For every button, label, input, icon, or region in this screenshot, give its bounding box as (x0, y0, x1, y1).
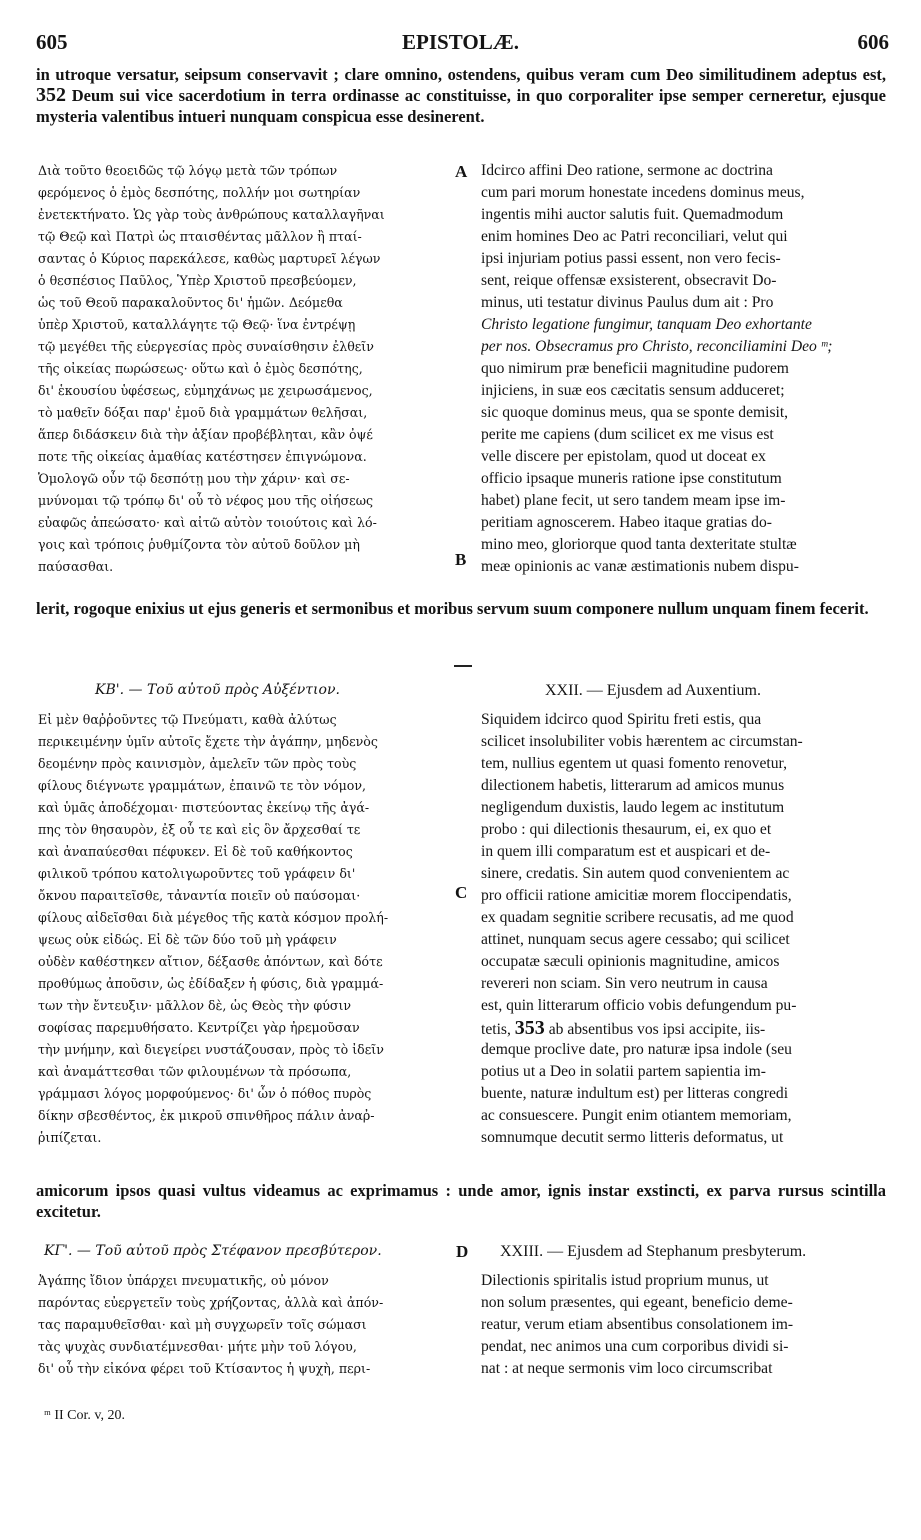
greek-line: δι' ἑκουσίου ὑφέσεως, εὐμηχάνως με χειρωσάμενος, (38, 383, 373, 398)
latin-line: scilicet insolubiliter vobis hærentem ac circumstan- (481, 733, 803, 750)
margin-letter-a: A (455, 162, 468, 181)
greek-line: των τὴν ἔντευξιν· μᾶλλον δὲ, ὡς Θεὸς τὴν φύσιν (38, 998, 352, 1013)
latin-line: perite me capiens (dum scilicet ex me visus est (481, 426, 774, 443)
section3-latin-column (481, 1270, 891, 1380)
section1-latin-column (481, 160, 891, 578)
latin-line: cum pari morum honestate incedens dominus meus, (481, 184, 805, 201)
latin-line: Christo legatione fungimur, tanquam Deo exhortante (481, 316, 812, 333)
margin-letter-b: B (455, 550, 467, 569)
latin-line: non solum præsentes, qui egeant, beneficio deme- (481, 1294, 793, 1311)
latin-line: pro officii ratione amicitiæ morem floccipendatis, (481, 887, 792, 904)
latin-line: ac consuescere. Pungit enim otiantem memoriam, (481, 1107, 792, 1124)
latin-line: enim homines Deo ac Patri reconciliari, velut qui (481, 228, 788, 245)
section3-latin-title: XXIII. — Ejusdem ad Stephanum presbyterum. (500, 1243, 807, 1260)
latin-line: nat : at neque sermonis vim loco circumscribat (481, 1360, 773, 1377)
margin-letter-c: C (455, 883, 468, 902)
footnote: ᵐ II Cor. v, 20. (44, 1408, 125, 1423)
greek-line: παρόντας εὐεργετεῖν τοὺς χρήζοντας, ἀλλὰ καὶ ἀπόν- (38, 1295, 384, 1310)
greek-line: ἅπερ διδάσκειν διὰ τὴν ἀξίαν προβέβληται, κἂν ὀψέ (38, 427, 373, 442)
section3-greek-column (38, 1270, 456, 1380)
greek-line: παύσασθαι. (38, 559, 114, 574)
intro-text-start: in utroque versatur, seipsum conservavit ; clare omnino, ostendens, quibus veram cum Deo similitudinem adeptus est, (36, 65, 886, 84)
greek-line: καὶ ἀναπαύεσθαι πέφυκεν. Εἰ δὲ τοῦ καθήκοντος (38, 844, 353, 859)
latin-line: in quem illi comparatum est et auspicari et de- (481, 843, 771, 860)
latin-line: potius ut a Deo in solatii partem sapientia im- (481, 1063, 766, 1080)
latin-line: Idcirco affini Deo ratione, sermone ac doctrina (481, 162, 773, 179)
greek-line: φίλους αἰδεῖσθαι διὰ μέγεθος τῆς κατὰ κόσμον προλή- (38, 910, 389, 925)
page-marker-352: 352 (36, 84, 66, 106)
latin-line-with-marker (481, 1017, 891, 1039)
greek-line: ὁ θεσπέσιος Παῦλος, Ὑπὲρ Χριστοῦ πρεσβεύομεν, (38, 273, 357, 288)
greek-line: Διὰ τοῦτο θεοειδῶς τῷ λόγῳ μετὰ τῶν τρόπων (38, 163, 338, 178)
left-page-number: 605 (36, 30, 68, 54)
latin-line: pendat, nec animos una cum corporibus dividi si- (481, 1338, 789, 1355)
greek-line: καὶ ἀναμάττεσθαι τῶν φιλουμένων τὰ πρόσωπα, (38, 1064, 352, 1079)
latin-line: quo nimirum præ beneficii magnitudine pudorem (481, 360, 789, 377)
greek-line: ἐνετεκτήνατο. Ὡς γὰρ τοὺς ἀνθρώπους καταλλαγῆναι (38, 207, 385, 222)
latin-line: tem, nullius egentem ut quasi fomento renovetur, (481, 755, 787, 772)
latin-line: probo : qui dilectionis thesaurum, ei, ex quo et (481, 821, 772, 838)
latin-line: reatur, verum etiam absentibus consolationem im- (481, 1316, 794, 1333)
greek-line: δίκην σβεσθέντος, ἐκ μικροῦ σπινθῆρος πάλιν ἀναῤ- (38, 1108, 375, 1123)
section1-continuation: lerit, rogoque enixius ut ejus generis et sermonibus et moribus servum suum componere nullum unquam finem fecerit. (36, 599, 869, 618)
latin-line: demque proclive date, pro naturæ ipsa indole (seu (481, 1041, 792, 1058)
latin-line: sinere, credatis. Sin autem quod convenientem ac (481, 865, 790, 882)
section2-latin-title: XXII. — Ejusdem ad Auxentium. (545, 682, 761, 699)
greek-line: τὰς ψυχὰς συνδιατέμνεσθαι· μήτε μὴν τοῦ λόγου, (38, 1339, 357, 1354)
greek-line: μνύνομαι τῷ τρόπῳ δι' οὗ τὸ νέφος μου τῆς οἰήσεως (38, 493, 374, 508)
greek-line: δι' οὗ τὴν εἰκόνα φέρει τοῦ Κτίσαντος ἡ ψυχὴ, περι- (38, 1361, 371, 1376)
latin-text: tetis, (481, 1021, 511, 1038)
latin-line: Siquidem idcirco quod Spiritu freti estis, qua (481, 711, 762, 728)
latin-line: velle discere per epistolam, quod ut doceat ex (481, 448, 766, 465)
greek-line: σοφίσας παρεμυθήσατο. Κεντρίζει γὰρ ἠρεμοῦσαν (38, 1020, 360, 1035)
greek-line: περικειμένην ὑμῖν αὐτοῖς ἔχετε τὴν ἀγάπην, μηδενὸς (38, 734, 378, 749)
greek-line: ποτε τῆς οἰκείας ἀμαθίας κατέστησεν ἐπιγνώμονα. (38, 449, 367, 464)
latin-line: occupatæ sæculi opinionis magnitudine, amicos (481, 953, 780, 970)
greek-line: τὸ μαθεῖν δόξαι παρ' ἐμοῦ διὰ γραμμάτων θελῆσαι, (38, 405, 368, 420)
latin-line: sic quoque dominus meus, qua se sponte demisit, (481, 404, 789, 421)
latin-line: per nos. Obsecramus pro Christo, reconciliamini Deo ᵐ; (481, 338, 833, 355)
greek-line: ὄκνου παραιτεῖσθε, τἀναντία ποιεῖν οὐ παύσομαι· (38, 888, 361, 903)
intro-text-end: Deum sui vice sacerdotium in terra ordinasse ac constituisse, in quo corporaliter ipse semper cerneretur, ejusque mysteria valentibus intueri nunquam conspicua esse desinerent. (36, 86, 887, 126)
greek-line: τὴν μνήμην, καὶ διεγείρει νυστάζουσαν, πρὸς τὸ ἰδεῖν (38, 1042, 384, 1057)
latin-line: ipsi injuriam potius passi essent, non vero fecis- (481, 250, 781, 267)
latin-line: negligendum duxistis, laudo legem ac institutum (481, 799, 785, 816)
greek-line: σαντας ὁ Κύριος παρεκάλεσε, καθὼς μαρτυρεῖ λέγων (38, 251, 381, 266)
section2-latin-column (481, 709, 891, 1149)
section2-greek-title: ΚΒ'. — Τοῦ αὐτοῦ πρὸς Αὐξέντιον. (95, 682, 340, 698)
latin-line: revereri non sciam. Sin vero neutrum in causa (481, 975, 768, 992)
greek-line: Ὁμολογῶ οὖν τῷ δεσπότῃ μου τὴν χάριν· καὶ σε- (38, 471, 350, 486)
section1-greek-column (38, 160, 456, 578)
section3-greek-title: ΚΓ'. — Τοῦ αὐτοῦ πρὸς Στέφανον πρεσβύτερον. (44, 1243, 382, 1259)
latin-line: attinet, nunquam secus agere cessabo; qui scilicet (481, 931, 790, 948)
greek-line: Ἀγάπης ἴδιον ὑπάρχει πνευματικῆς, οὐ μόνον (38, 1273, 329, 1288)
greek-line: οὐδὲν καθέστηκεν αἴτιον, δέξασθε ἀπόντων, καὶ δότε (38, 954, 383, 969)
greek-line: ῥιπίζεται. (38, 1130, 102, 1145)
greek-line: καὶ ὑμᾶς ἀποδέχομαι· πιστεύοντας ἐκείνῳ τῆς ἀγά- (38, 800, 370, 815)
latin-line: sent, reique offensæ exsisterent, obsecravit Do- (481, 272, 777, 289)
latin-line: est, quin litterarum officio vobis defungendum pu- (481, 997, 797, 1014)
latin-line: minus, uti testatur divinus Paulus dum ait : Pro (481, 294, 774, 311)
latin-text: ab absentibus vos ipsi accipite, iis- (548, 1021, 766, 1038)
margin-letter-d: D (456, 1242, 469, 1261)
greek-line: προθύμως ἀποῦσιν, ὡς ἐδίδαξεν ἡ φύσις, διὰ γραμμά- (38, 976, 384, 991)
latin-line: injiciens, in suæ eos cæcitatis sensum adduceret; (481, 382, 785, 399)
greek-line: τῆς οἰκείας πωρώσεως· οὕτω καὶ ὁ ἐμὸς δεσπότης, (38, 361, 363, 376)
page-marker-353: 353 (514, 1017, 545, 1039)
greek-line: τας παραμυθεῖσθαι· καὶ μὴ συγχωρεῖν τοῖς σώμασι (38, 1317, 367, 1332)
greek-line: φιλικοῦ τρόπου κατολιγωροῦντες τοῦ γράφειν δι' (38, 866, 356, 881)
greek-line: γράμμασι λόγος μορφούμενος· δι' ὧν ὁ πόθος πυρὸς (38, 1086, 372, 1101)
greek-line: ὑπὲρ Χριστοῦ, καταλλάγητε τῷ Θεῷ· ἵνα ἐντρέψῃ (38, 317, 356, 332)
greek-line: τῷ μεγέθει τῆς εὐεργεσίας πρὸς συναίσθησιν ἐλθεῖν (38, 339, 374, 354)
latin-line: mino meo, gloriorque quod tanta dexteritate stultæ (481, 536, 797, 553)
greek-line: τῷ Θεῷ καὶ Πατρὶ ὡς πταισθέντας μᾶλλον ἢ πταί- (38, 229, 362, 244)
latin-line: meæ opinionis ac vanæ æstimationis nubem dispu- (481, 558, 799, 575)
section2-greek-column (38, 709, 456, 1149)
greek-line: Εἰ μὲν θαῤῥοῦντες τῷ Πνεύματι, καθὰ ἀλύτως (38, 712, 337, 727)
latin-line: somnumque decutit sermo litteris deformatus, ut (481, 1129, 784, 1146)
running-title: EPISTOLÆ. (402, 30, 519, 54)
greek-line: ψεως οὐκ εἰδώς. Εἰ δὲ τῶν δύο τοῦ μὴ γράφειν (38, 932, 337, 947)
latin-line: buente, naturæ indultum est) per litteras congredi (481, 1085, 789, 1102)
latin-line: habet) plane fecit, ut sero tandem meam ipse im- (481, 492, 786, 509)
section-divider (454, 665, 472, 667)
greek-line: εὐαφῶς ἀπεώσατο· καὶ αἰτῶ αὐτὸν τοιούτοις καὶ λό- (38, 515, 377, 530)
greek-line: δεομένην πρὸς καινισμὸν, ἀμελεῖν τῶν πρὸς τοὺς (38, 756, 357, 771)
latin-line: ex quadam segnitie scribere recusatis, ad me quod (481, 909, 794, 926)
greek-line: πης τὸν θησαυρὸν, ἐξ οὗ τε καὶ εἰς ὃν ἄρχεσθαί τε (38, 822, 361, 837)
latin-line: Dilectionis spiritalis istud proprium munus, ut (481, 1272, 769, 1289)
intro-paragraph (36, 64, 886, 127)
greek-line: φερόμενος ὁ ἐμὸς δεσπότης, πολλήν μοι σωτηρίαν (38, 185, 361, 200)
section2-continuation: amicorum ipsos quasi vultus videamus ac exprimamus : unde amor, ignis instar exstincti, ex parva rursus scintilla excitetur. (36, 1181, 886, 1221)
latin-line: peritiam agnoscerem. Habeo itaque gratias do- (481, 514, 772, 531)
greek-line: φίλους διέγνωτε γραμμάτων, ἐπαινῶ τε τὸν νόμον, (38, 778, 367, 793)
right-page-number: 606 (857, 30, 889, 54)
latin-line: dilectionem habetis, litterarum ad amicos munus (481, 777, 785, 794)
latin-line: officio ipsaque muneris ratione ipse constitutum (481, 470, 782, 487)
latin-line: ingentis mihi auctor salutis fuit. Quemadmodum (481, 206, 784, 223)
greek-line: ὡς τοῦ Θεοῦ παρακαλοῦντος δι' ἡμῶν. Δεόμεθα (38, 295, 343, 310)
greek-line: γοις καὶ τρόποις ῥυθμίζοντα τὸν αὐτοῦ δοῦλον μὴ (38, 537, 360, 552)
